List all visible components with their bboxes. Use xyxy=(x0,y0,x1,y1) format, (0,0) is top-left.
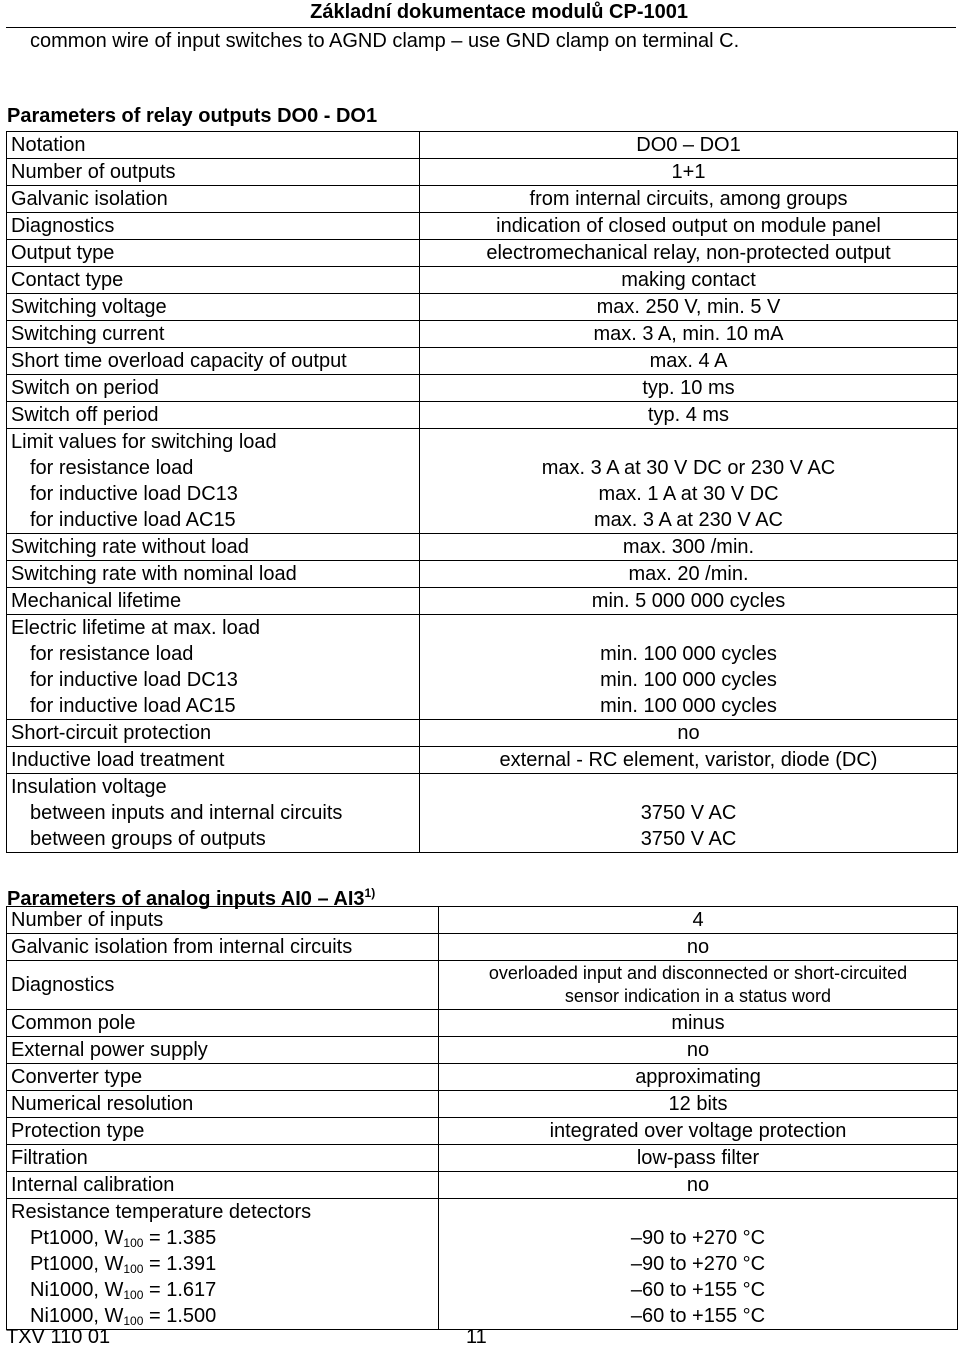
param-label-cell xyxy=(7,534,420,561)
param-value: minus xyxy=(671,1012,725,1034)
param-value-cell xyxy=(439,1145,958,1172)
param-sub-value: 3750 V AC xyxy=(640,828,737,850)
param-label-cell xyxy=(7,588,420,615)
param-label-cell xyxy=(7,402,420,429)
footer-page-number: 11 xyxy=(466,1326,487,1348)
param-value-cell xyxy=(439,1172,958,1199)
param-value: 1+1 xyxy=(671,161,706,183)
param-label-cell xyxy=(7,267,420,294)
param-value-cell xyxy=(420,213,958,240)
param-group-heading: Insulation voltage xyxy=(11,776,167,798)
param-label: Switching rate without load xyxy=(11,536,249,558)
param-value-cell xyxy=(420,267,958,294)
param-group-value-cell xyxy=(420,429,958,534)
param-value: integrated over voltage protection xyxy=(549,1120,847,1142)
param-sub-value: –90 to +270 °C xyxy=(630,1227,766,1249)
table-row xyxy=(7,1037,958,1064)
param-label: Numerical resolution xyxy=(11,1093,194,1115)
table-row xyxy=(7,132,958,159)
analog-title-footnote: 1) xyxy=(364,886,376,900)
param-sub-label: for inductive load DC13 xyxy=(30,669,238,691)
param-value: no xyxy=(686,1174,710,1196)
rtd-sensor-name: Pt1000, W xyxy=(30,1253,124,1275)
param-sub-label: between inputs and internal circuits xyxy=(30,802,343,824)
param-group-heading: Electric lifetime at max. load xyxy=(11,617,260,639)
table-row xyxy=(7,240,958,267)
table-row xyxy=(7,1010,958,1037)
param-label-cell xyxy=(7,747,420,774)
param-label-cell xyxy=(7,1118,439,1145)
param-sub-label: for inductive load AC15 xyxy=(30,695,236,717)
param-value: max. 3 A, min. 10 mA xyxy=(593,323,784,345)
param-group-heading-spacer xyxy=(420,429,957,455)
relay-section-title: Parameters of relay outputs DO0 - DO1 xyxy=(7,105,378,127)
param-value: max. 20 /min. xyxy=(628,563,749,585)
param-group-value-cell xyxy=(439,1199,958,1330)
document-header-title: Základní dokumentace modulů CP-1001 xyxy=(310,1,688,23)
param-value: making contact xyxy=(621,269,756,291)
param-value: no xyxy=(686,1039,710,1061)
param-label: Notation xyxy=(11,134,86,156)
table-row xyxy=(7,934,958,961)
param-label: Number of inputs xyxy=(11,909,164,931)
rtd-sensor-subscript: 100 xyxy=(123,1314,144,1328)
param-value: external - RC element, varistor, diode (DC) xyxy=(499,749,878,771)
param-group-label-cell xyxy=(7,615,420,720)
param-label: Galvanic isolation from internal circuits xyxy=(11,936,353,958)
param-group-label-cell xyxy=(7,774,420,853)
table-row xyxy=(7,1145,958,1172)
param-label-cell xyxy=(7,348,420,375)
rtd-sensor-name: Pt1000, W xyxy=(30,1227,124,1249)
param-value-cell xyxy=(439,907,958,934)
table-row xyxy=(7,588,958,615)
param-label: Converter type xyxy=(11,1066,143,1088)
table-row xyxy=(7,294,958,321)
param-value: max. 250 V, min. 5 V xyxy=(596,296,781,318)
param-group-heading: Resistance temperature detectors xyxy=(11,1201,312,1223)
table-row xyxy=(7,907,958,934)
param-sub-value: min. 100 000 cycles xyxy=(600,643,777,665)
table-row xyxy=(7,534,958,561)
param-label: Short-circuit protection xyxy=(11,722,212,744)
rtd-sensor-coefficient: = 1.391 xyxy=(143,1253,217,1275)
table-group-row xyxy=(7,429,958,534)
param-value-cell xyxy=(420,588,958,615)
table-row xyxy=(7,348,958,375)
param-value-cell xyxy=(420,348,958,375)
param-value-cell xyxy=(420,294,958,321)
table-row xyxy=(7,747,958,774)
param-label: Inductive load treatment xyxy=(11,749,225,771)
param-label-cell xyxy=(7,720,420,747)
param-sub-value: 3750 V AC xyxy=(640,802,737,824)
param-label-cell xyxy=(7,961,439,1010)
param-sub-value: min. 100 000 cycles xyxy=(600,695,777,717)
table-row xyxy=(7,159,958,186)
param-label-cell xyxy=(7,321,420,348)
rtd-sensor-name: Ni1000, W xyxy=(30,1279,124,1301)
param-label: Switch on period xyxy=(11,377,159,399)
table-row xyxy=(7,213,958,240)
param-value-cell xyxy=(439,1091,958,1118)
table-row xyxy=(7,1064,958,1091)
table-group-row xyxy=(7,774,958,853)
param-sub-value: max. 1 A at 30 V DC xyxy=(598,483,779,505)
param-label: Protection type xyxy=(11,1120,145,1142)
param-value: typ. 4 ms xyxy=(647,404,730,426)
param-sub-label: for inductive load DC13 xyxy=(30,483,238,505)
param-label-cell xyxy=(7,1037,439,1064)
table-row xyxy=(7,321,958,348)
param-value-cell xyxy=(420,240,958,267)
param-value-cell xyxy=(420,402,958,429)
param-label-cell xyxy=(7,1010,439,1037)
param-sub-label: for resistance load xyxy=(30,643,194,665)
param-sub-value: –60 to +155 °C xyxy=(630,1305,766,1327)
analog-parameters-table xyxy=(6,906,958,1330)
param-label-cell xyxy=(7,561,420,588)
table-row xyxy=(7,1118,958,1145)
footer-document-id: TXV 110 01 xyxy=(6,1326,111,1348)
table-row xyxy=(7,1091,958,1118)
param-value-cell xyxy=(420,747,958,774)
rtd-sensor-label xyxy=(11,1225,438,1251)
param-label-cell xyxy=(7,375,420,402)
table-row xyxy=(7,561,958,588)
param-label-cell xyxy=(7,1145,439,1172)
param-label: Galvanic isolation xyxy=(11,188,168,210)
param-value-cell xyxy=(420,186,958,213)
param-label-cell xyxy=(7,240,420,267)
param-label: Contact type xyxy=(11,269,124,291)
param-label: Diagnostics xyxy=(11,974,115,996)
param-value-cell xyxy=(420,720,958,747)
param-label: Diagnostics xyxy=(11,215,115,237)
table-row xyxy=(7,961,958,1010)
param-label: Short time overload capacity of output xyxy=(11,350,347,372)
param-value: approximating xyxy=(635,1066,761,1088)
param-value: no xyxy=(677,722,700,744)
table-row xyxy=(7,375,958,402)
param-value-cell xyxy=(439,934,958,961)
param-group-label-cell xyxy=(7,1199,439,1330)
param-label: Output type xyxy=(11,242,115,264)
rtd-sensor-coefficient: = 1.385 xyxy=(143,1227,217,1249)
param-label: Switching voltage xyxy=(11,296,167,318)
intro-text: common wire of input switches to AGND clamp – use GND clamp on terminal C. xyxy=(30,30,740,52)
param-label: Mechanical lifetime xyxy=(11,590,182,612)
rtd-sensor-coefficient: = 1.617 xyxy=(143,1279,217,1301)
param-value: min. 5 000 000 cycles xyxy=(591,590,786,612)
param-label: Switching rate with nominal load xyxy=(11,563,297,585)
table-row xyxy=(7,1172,958,1199)
param-value-cell xyxy=(439,1010,958,1037)
param-group-heading-spacer xyxy=(420,774,957,800)
param-value: max. 300 /min. xyxy=(622,536,755,558)
table-row xyxy=(7,186,958,213)
param-value: no xyxy=(686,936,710,958)
param-sub-value: max. 3 A at 30 V DC or 230 V AC xyxy=(541,457,836,479)
param-value-cell xyxy=(420,375,958,402)
param-label-cell xyxy=(7,132,420,159)
rtd-sensor-coefficient: = 1.500 xyxy=(143,1305,217,1327)
param-value: 4 xyxy=(692,909,704,931)
table-group-row xyxy=(7,1199,958,1330)
param-group-value-cell xyxy=(420,615,958,720)
param-sub-label: between groups of outputs xyxy=(30,828,266,850)
param-label-cell xyxy=(7,294,420,321)
param-group-heading: Limit values for switching load xyxy=(11,431,277,453)
rtd-sensor-name: Ni1000, W xyxy=(30,1305,124,1327)
param-label-cell xyxy=(7,1091,439,1118)
param-group-value-cell xyxy=(420,774,958,853)
param-value: 12 bits xyxy=(668,1093,728,1115)
param-label: Number of outputs xyxy=(11,161,176,183)
rtd-sensor-subscript: 100 xyxy=(123,1236,144,1250)
param-value-cell xyxy=(439,1064,958,1091)
param-value-line: overloaded input and disconnected or short-circuited xyxy=(488,963,908,983)
param-label-cell xyxy=(7,213,420,240)
param-value-cell xyxy=(420,159,958,186)
param-group-heading-spacer xyxy=(439,1199,957,1225)
param-value-cell xyxy=(439,1118,958,1145)
param-value: low-pass filter xyxy=(636,1147,760,1169)
param-label-cell xyxy=(7,1172,439,1199)
table-group-row xyxy=(7,615,958,720)
param-label-cell xyxy=(7,934,439,961)
param-label: Filtration xyxy=(11,1147,88,1169)
rtd-sensor-label xyxy=(11,1251,438,1277)
param-sub-label: for inductive load AC15 xyxy=(30,509,236,531)
param-label: Internal calibration xyxy=(11,1174,175,1196)
param-label-cell xyxy=(7,159,420,186)
param-value: typ. 10 ms xyxy=(642,377,735,399)
table-row xyxy=(7,267,958,294)
param-group-heading-spacer xyxy=(420,615,957,641)
relay-parameters-table xyxy=(6,131,958,853)
param-value-line: sensor indication in a status word xyxy=(564,986,832,1006)
param-label: Switching current xyxy=(11,323,165,345)
param-value-cell xyxy=(420,534,958,561)
param-label: External power supply xyxy=(11,1039,208,1061)
rtd-sensor-label xyxy=(11,1277,438,1303)
param-value-cell xyxy=(439,1037,958,1064)
param-label: Common pole xyxy=(11,1012,136,1034)
analog-title-text: Parameters of analog inputs AI0 – AI3 xyxy=(7,888,365,910)
param-value-cell xyxy=(420,132,958,159)
param-sub-value: min. 100 000 cycles xyxy=(600,669,777,691)
param-sub-value: max. 3 A at 230 V AC xyxy=(593,509,783,531)
param-value-cell xyxy=(420,561,958,588)
table-row xyxy=(7,402,958,429)
param-label: Switch off period xyxy=(11,404,159,426)
param-value: electromechanical relay, non-protected output xyxy=(486,242,891,264)
param-label-cell xyxy=(7,907,439,934)
table-row xyxy=(7,720,958,747)
param-value: max. 4 A xyxy=(649,350,728,372)
param-value: from internal circuits, among groups xyxy=(529,188,848,210)
rtd-sensor-subscript: 100 xyxy=(123,1288,144,1302)
param-value-cell xyxy=(420,321,958,348)
param-sub-value: –90 to +270 °C xyxy=(630,1253,766,1275)
param-sub-label: for resistance load xyxy=(30,457,194,479)
param-label-cell xyxy=(7,186,420,213)
param-value: DO0 – DO1 xyxy=(636,134,741,156)
param-group-label-cell xyxy=(7,429,420,534)
param-label-cell xyxy=(7,1064,439,1091)
rtd-sensor-subscript: 100 xyxy=(123,1262,144,1276)
param-value-cell xyxy=(439,961,958,1010)
param-value: indication of closed output on module panel xyxy=(496,215,881,237)
param-sub-value: –60 to +155 °C xyxy=(630,1279,766,1301)
